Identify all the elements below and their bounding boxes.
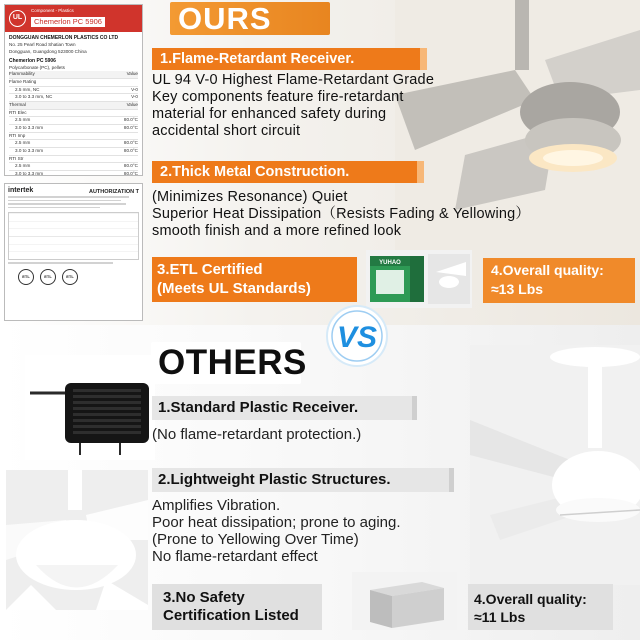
ours-feature1-line1: UL 94 V-0 Highest Flame-Retardant Grade bbox=[152, 72, 435, 88]
ours-feature1-line4: accidental short circuit bbox=[152, 123, 301, 139]
others-plastic-fan-image bbox=[6, 470, 148, 610]
ours-feature4-line1: 4.Overall quality: bbox=[491, 262, 604, 278]
etl-mark-icon: ETL bbox=[40, 269, 56, 285]
ul-product: Chemerlon PC 5906 bbox=[9, 57, 56, 64]
ul-address1: No. 25 Pearl Road Shatian Town bbox=[9, 42, 76, 48]
ul-row: Flame Rating bbox=[9, 79, 138, 87]
ul-row: Thermal Value bbox=[9, 102, 138, 110]
others-feature2-line1: Amplifies Vibration. bbox=[152, 497, 281, 514]
etl-mark-icon: ETL bbox=[62, 269, 78, 285]
others-feature2-line4: No flame-retardant effect bbox=[152, 548, 318, 565]
others-feature1-heading: 1.Standard Plastic Receiver. bbox=[152, 396, 417, 420]
others-title: OTHERS bbox=[158, 343, 307, 382]
etl-mark-icon: ETL bbox=[18, 269, 34, 285]
ul-row: RTI Elec bbox=[9, 110, 138, 118]
others-feature4-line2: ≈11 Lbs bbox=[474, 609, 526, 625]
ul-header-small: Component - Plastics bbox=[31, 8, 74, 13]
vs-label: VS bbox=[336, 321, 378, 354]
others-feature3-line2: Certification Listed bbox=[163, 607, 299, 624]
ours-feature1-line2: Key components feature fire-retardant bbox=[152, 89, 404, 105]
intertek-table bbox=[8, 212, 139, 260]
ul-row: 3.0 to 3.3 mm 80.0°C bbox=[9, 148, 138, 156]
ul-row: 3.0 to 3.3 mm, NC V-0 bbox=[9, 94, 138, 102]
ours-product-box-image bbox=[366, 250, 472, 308]
ours-feature2-line2: Superior Heat Dissipation（Resists Fading & Yellowing） bbox=[152, 206, 531, 222]
others-feature2-line2: Poor heat dissipation; prone to aging. bbox=[152, 514, 401, 531]
intertek-logo: intertek bbox=[8, 187, 34, 194]
intertek-auth-title: AUTHORIZATION T bbox=[88, 189, 139, 195]
ul-row: RTI Str bbox=[9, 156, 138, 164]
ul-logo-icon: UL bbox=[9, 10, 26, 27]
others-feature4-line1: 4.Overall quality: bbox=[474, 591, 587, 607]
others-white-fan-image bbox=[470, 345, 640, 585]
ours-feature1-line3: material for enhanced safety during bbox=[152, 106, 387, 122]
others-feature2-line3: (Prone to Yellowing Over Time) bbox=[152, 531, 359, 548]
others-plastic-receiver-image bbox=[25, 355, 155, 460]
ul-row: 3.0 to 3.3 mm 80.0°C bbox=[9, 125, 138, 133]
ours-title: OURS bbox=[178, 1, 272, 36]
ours-feature1-heading: 1.Flame-Retardant Receiver. bbox=[152, 48, 427, 70]
ul-row: RTI Imp bbox=[9, 133, 138, 141]
ours-feature4-line2: ≈13 Lbs bbox=[491, 281, 544, 297]
others-no-safety-badge bbox=[152, 584, 322, 630]
ul-row: 2.5 mm 80.0°C bbox=[9, 163, 138, 171]
others-quality-badge bbox=[468, 584, 613, 630]
others-cardboard-box-image bbox=[352, 572, 457, 630]
ours-feature3-line2: (Meets UL Standards) bbox=[157, 280, 311, 297]
ul-row: 2.5 mm 80.0°C bbox=[9, 117, 138, 125]
ours-quality-badge bbox=[483, 258, 635, 303]
ul-certificate-image bbox=[4, 4, 143, 176]
ours-feature2-heading: 2.Thick Metal Construction. bbox=[152, 161, 424, 183]
ours-etl-certified-badge bbox=[152, 257, 357, 302]
box-brand: YUHAO bbox=[379, 260, 401, 266]
ul-row: 2.5 mm 80.0°C bbox=[9, 140, 138, 148]
vs-badge-icon bbox=[325, 304, 389, 368]
intertek-authorization-image bbox=[4, 183, 143, 321]
others-feature2-heading: 2.Lightweight Plastic Structures. bbox=[152, 468, 454, 492]
ul-certificate-header bbox=[5, 5, 142, 32]
ul-header-title: Chemerlon PC 5906 bbox=[31, 17, 105, 28]
ul-address2: Dongguan, Guangdong 523000 China bbox=[9, 48, 87, 54]
others-feature1-line1: (No flame-retardant protection.) bbox=[152, 426, 362, 443]
ours-title-banner bbox=[170, 2, 278, 35]
others-feature3-line1: 3.No Safety bbox=[163, 589, 245, 606]
ours-feature2-line1: (Minimizes Resonance) Quiet bbox=[152, 189, 348, 205]
ul-material: Polycarbonate (PC), pellets bbox=[9, 64, 65, 70]
ours-feature3-line1: 3.ETL Certified bbox=[157, 261, 263, 278]
ul-company: DONGGUAN CHEMERLON PLASTICS CO LTD bbox=[9, 35, 119, 41]
ours-feature2-line3: smooth finish and a more refined look bbox=[152, 223, 402, 239]
ul-table-header: Flammability Value bbox=[9, 71, 138, 79]
others-title-banner bbox=[151, 342, 307, 384]
ul-row: 2.5 mm, NC V-0 bbox=[9, 87, 138, 95]
ul-row: 3.0 to 3.3 mm 80.0°C bbox=[9, 171, 138, 176]
